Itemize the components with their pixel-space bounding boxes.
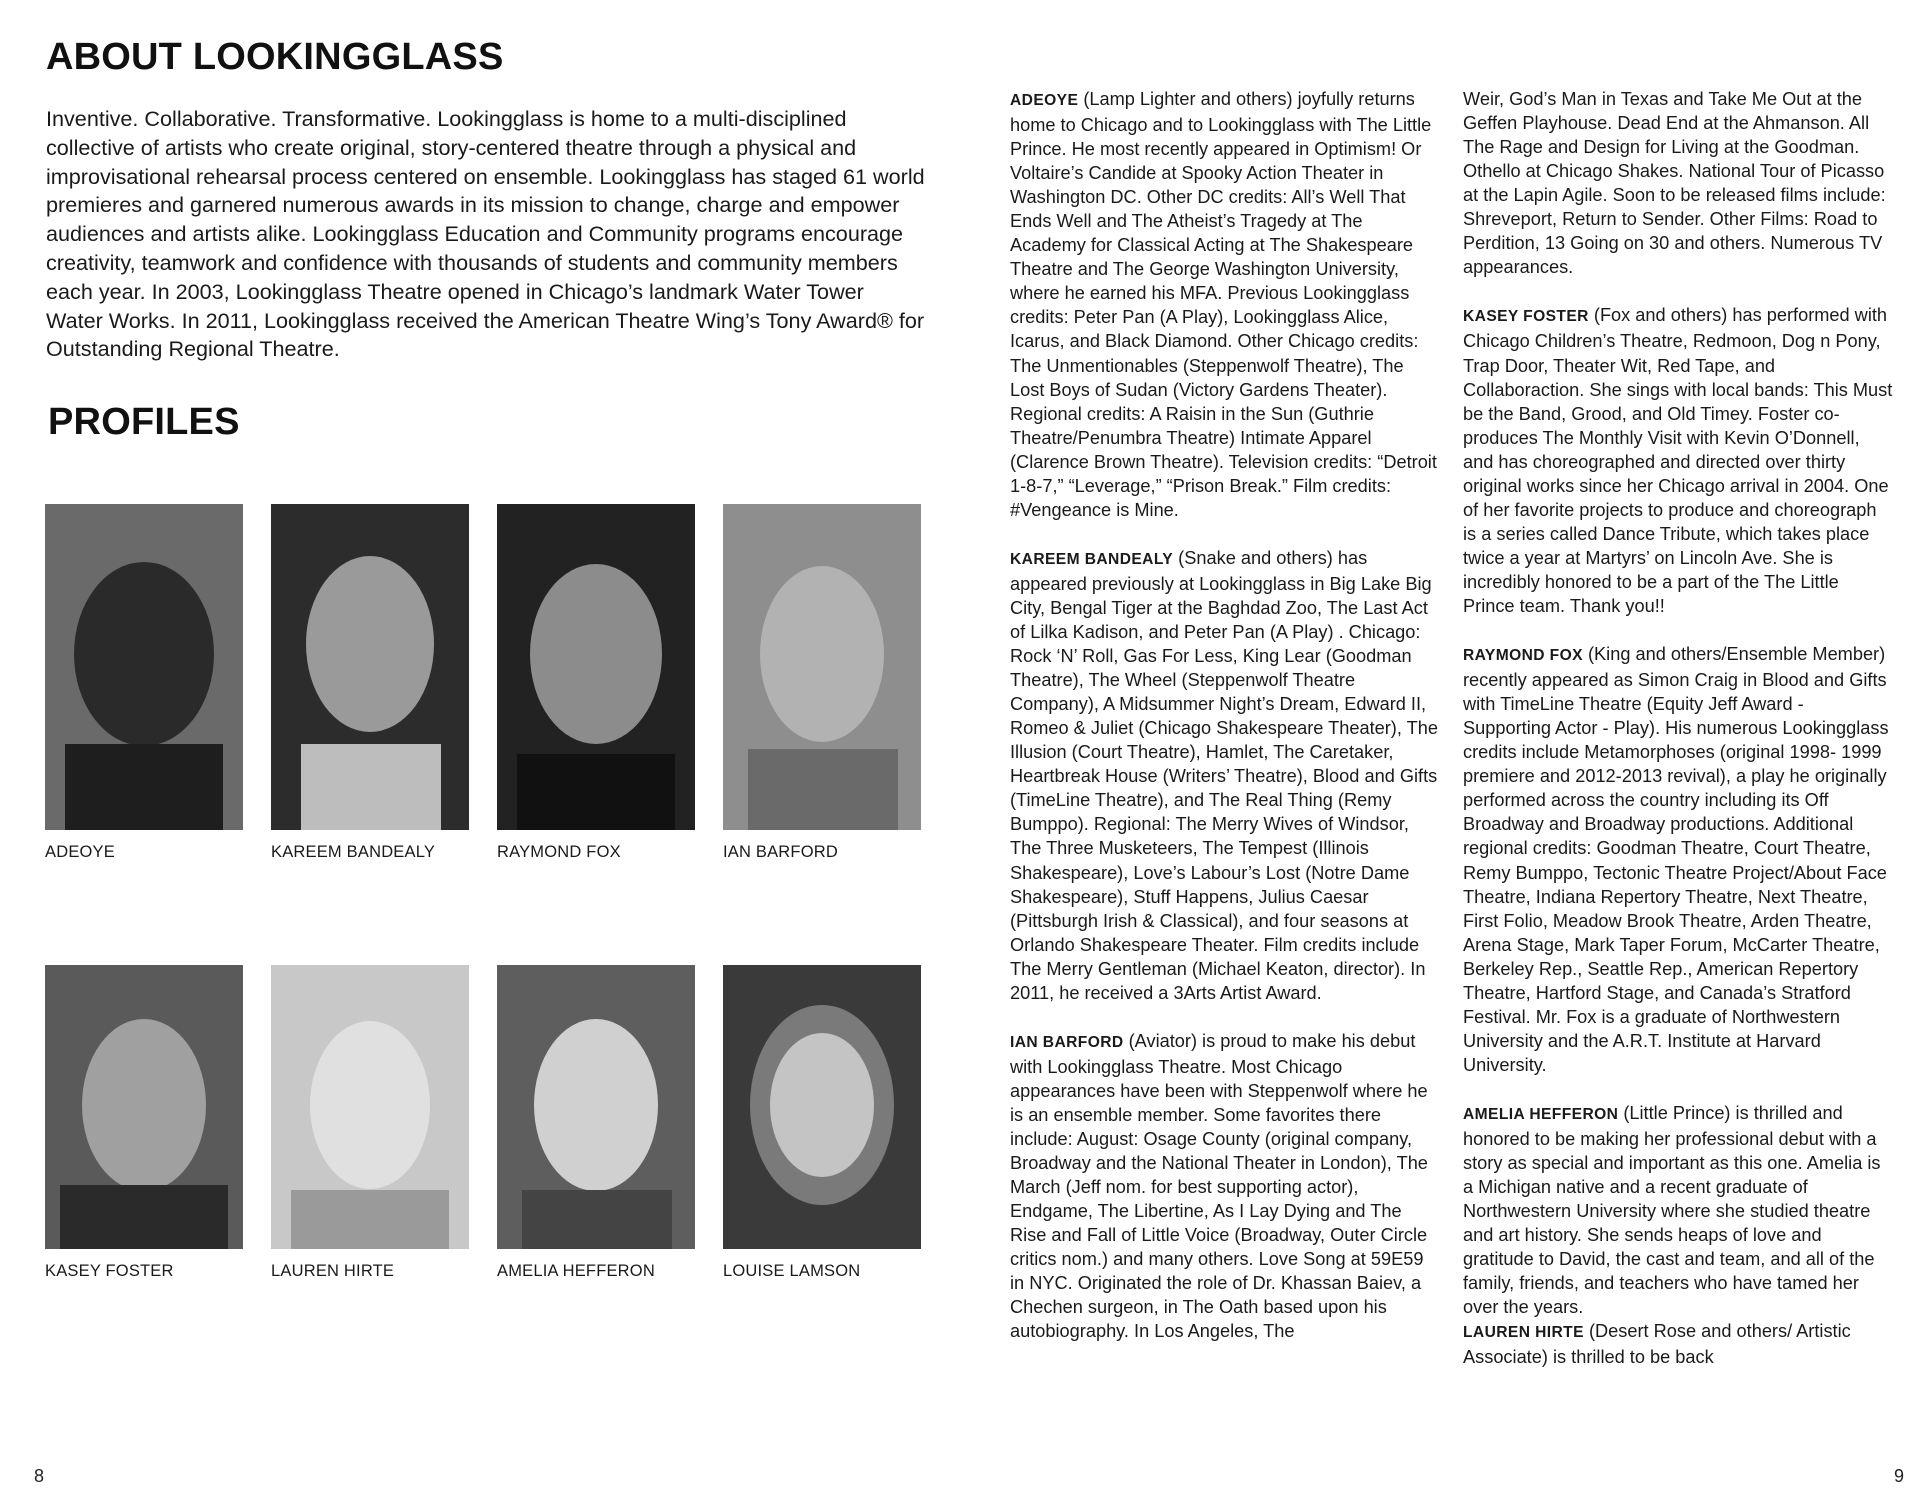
- bio-name: KASEY FOSTER: [1463, 308, 1589, 326]
- bio-raymond-fox: [1463, 642, 1893, 1077]
- profile-name: KAREEM BANDEALY: [271, 843, 436, 861]
- headshot-photo-ian: [723, 504, 921, 830]
- profile-card-louise: [723, 965, 921, 1281]
- bio-column-2: [1463, 87, 1893, 1369]
- profile-name: AMELIA HEFFERON: [497, 1262, 655, 1280]
- profile-name: ADEOYE: [45, 843, 115, 861]
- bio-ian-barford-continued: Weir, God’s Man in Texas and Take Me Out at the Geffen Playhouse. Dead End at the Ahmanson. All The Rage and Design for Living at the Goodman. Othello at Chicago Shakes. National Tour of Picasso at the Lapin Agile. Soon to be released films include: Shreveport, Return to Sender. Other Films: Road to Perdition, 13 Going on 30 and others. Numerous TV appearances.: [1463, 89, 1886, 278]
- headshot-photo-kasey: [45, 965, 243, 1249]
- headshot-photo-lauren: [271, 965, 469, 1249]
- bio-name: AMELIA HEFFERON: [1463, 1105, 1619, 1123]
- bio-kareem-bandealy: [1010, 546, 1440, 1005]
- about-text: Inventive. Collaborative. Transformative. Lookingglass is home to a multi-disciplined collective of artists who create original, story-centered theatre through a physical and improvisational rehearsal process centered on ensemble. Lookingglass has staged 61 world premieres and garnered numerous awards in its mission to change, charge and empower audiences and artists alike. Lookingglass Education and Community programs encourage creativity, teamwork and confidence with thousands of students and community members each year. In 2003, Lookingglass Theatre opened in Chicago’s landmark Water Tower Water Works. In 2011, Lookingglass received the American Theatre Wing’s Tony Award® for Outstanding Regional Theatre.: [46, 106, 925, 362]
- profile-card-kasey: [45, 965, 243, 1281]
- headshot-photo-louise: [723, 965, 921, 1249]
- profile-card-adeoye: [45, 504, 243, 862]
- bio-name: KAREEM BANDEALY: [1010, 550, 1174, 568]
- bio-name: IAN BARFORD: [1010, 1033, 1124, 1051]
- bio-kasey-foster: [1463, 303, 1893, 618]
- bio-text: (King and others/Ensemble Member) recently appeared as Simon Craig in Blood and Gifts with TimeLine Theatre (Equity Jeff Award - Supporting Actor - Play). His numerous Lookingglass credits include Metamorphoses (original 1998- 1999 premiere and 2012-2013 revival), a play he originally performed across the country including its Off Broadway and Broadway productions. Additional regional credits: Goodman Theatre, Court Theatre, Remy Bumppo, Tectonic Theatre Project/About Face Theatre, Indiana Repertory Theatre, Next Theatre, First Folio, Meadow Brook Theatre, Arden Theatre, Arena Stage, Mark Taper Forum, McCarter Theatre, Berkeley Rep., Seattle Rep., American Repertory Theatre, Hartford Stage, and Canada’s Stratford Festival. Mr. Fox is a graduate of Northwestern University and the A.R.T. Institute at Harvard University.: [1463, 644, 1889, 1075]
- headshot-photo-kareem: [271, 504, 469, 830]
- bio-text: (Desert Rose and others/ Artistic Associate) is thrilled to be back: [1463, 1321, 1851, 1368]
- profiles-title: PROFILES: [48, 401, 240, 443]
- bio-text: (Lamp Lighter and others) joyfully returns home to Chicago and to Lookingglass with The Little Prince. He most recently appeared in Optimism! Or Voltaire’s Candide at Spooky Action Theater in Washington DC. Other DC credits: All’s Well That Ends Well and The Atheist’s Tragedy at The Academy for Classical Acting at The Shakespeare Theatre and The George Washington University, where he earned his MFA. Previous Lookingglass credits: Peter Pan (A Play), Lookingglass Alice, Icarus, and Black Diamond. Other Chicago credits: The Unmentionables (Steppenwolf Theatre), The Lost Boys of Sudan (Victory Gardens Theater). Regional credits: A Raisin in the Sun (Guthrie Theatre/Penumbra Theatre) Intimate Apparel (Clarence Brown Theatre). Television credits: “Detroit 1-8-7,” “Leverage,” “Prison Break.” Film credits: #Vengeance is Mine.: [1010, 89, 1437, 520]
- bio-name: RAYMOND FOX: [1463, 647, 1583, 665]
- profile-name: KASEY FOSTER: [45, 1262, 174, 1280]
- profile-card-ian: [723, 504, 921, 862]
- headshot-photo-raymond: [497, 504, 695, 830]
- headshot-photo-amelia: [497, 965, 695, 1249]
- profile-card-kareem: [271, 504, 469, 862]
- profile-name: IAN BARFORD: [723, 843, 838, 861]
- bio-column-1: [1010, 87, 1440, 1343]
- profile-card-lauren: [271, 965, 469, 1281]
- bio-text: (Aviator) is proud to make his debut with Lookingglass Theatre. Most Chicago appearances have been with Steppenwolf where he is an ensemble member. Some favorites there include: August: Osage County (original company, Broadway and the National Theater in London), The March (Jeff nom. for best supporting actor), Endgame, The Libertine, As I Lay Dying and The Rise and Fall of Little Voice (Broadway, Outer Circle critics nom.) and many others. Love Song at 59E59 in NYC. Originated the role of Dr. Khassan Baiev, a Chechen surgeon, in The Oath based upon his autobiography. In Los Angeles, The: [1010, 1030, 1428, 1342]
- headshot-photo-adeoye: [45, 504, 243, 830]
- bio-lauren-hirte: [1463, 1319, 1893, 1369]
- bio-adeoye: [1010, 87, 1440, 522]
- bio-ian-barford: [1010, 1029, 1440, 1344]
- bio-text: (Snake and others) has appeared previously at Lookingglass in Big Lake Big City, Bengal Tiger at the Baghdad Zoo, The Last Act of Lilka Kadison, and Peter Pan (A Play) . Chicago: Rock ‘N’ Roll, Gas For Less, King Lear (Goodman Theatre), The Wheel (Steppenwolf Theatre Company), A Midsummer Night’s Dream, Edward II, Romeo & Juliet (Chicago Shakespeare Theater), The Illusion (Court Theatre), Hamlet, The Caretaker, Heartbreak House (Writers’ Theatre), Blood and Gifts (TimeLine Theatre), and The Real Thing (Remy Bumppo). Regional: The Merry Wives of Windsor, The Three Musketeers, The Tempest (Illinois Shakespeare), Love’s Labour’s Lost (Notre Dame Shakespeare), Stuff Happens, Julius Caesar (Pittsburgh Irish & Classical), and four seasons at Orlando Shakespeare Theater. Film credits include The Merry Gentleman (Michael Keaton, director). In 2011, he received a 3Arts Artist Award.: [1010, 547, 1438, 1003]
- bio-name: ADEOYE: [1010, 92, 1079, 109]
- about-title: ABOUT LOOKINGGLASS: [46, 36, 504, 78]
- bio-name: LAUREN HIRTE: [1463, 1324, 1584, 1342]
- page-number-right: 9: [1893, 1466, 1904, 1486]
- profile-name: LAUREN HIRTE: [271, 1262, 395, 1280]
- profile-card-amelia: [497, 965, 695, 1281]
- page-number-left: 8: [34, 1466, 45, 1486]
- bio-text: (Little Prince) is thrilled and honored to be making her professional debut with a story as special and important as this one. Amelia is a Michigan native and a recent graduate of Northwestern University where she studied theatre and art history. She sends heaps of love and gratitude to David, the cast and team, and all of the family, friends, and teachers who have tamed her over the years.: [1463, 1102, 1881, 1318]
- profile-card-raymond: [497, 504, 695, 862]
- bio-amelia-hefferon: [1463, 1101, 1893, 1319]
- bio-text: (Fox and others) has performed with Chicago Children’s Theatre, Redmoon, Dog n Pony, Trap Door, Theater Wit, Red Tape, and Collaboraction. She sings with local bands: This Must be the Band, Grood, and Old Timey. Foster co-produces The Monthly Visit with Kevin O’Donnell, and has choreographed and directed over thirty original works since her Chicago arrival in 2004. One of her favorite projects to produce and choreograph is a series called Dance Tribute, which takes place twice a year at Martyrs’ on Lincoln Ave. She is incredibly honored to be a part of the The Little Prince team. Thank you!!: [1463, 305, 1893, 616]
- right-page: [960, 0, 1920, 1496]
- profile-name: LOUISE LAMSON: [723, 1262, 861, 1280]
- profile-name: RAYMOND FOX: [497, 843, 621, 861]
